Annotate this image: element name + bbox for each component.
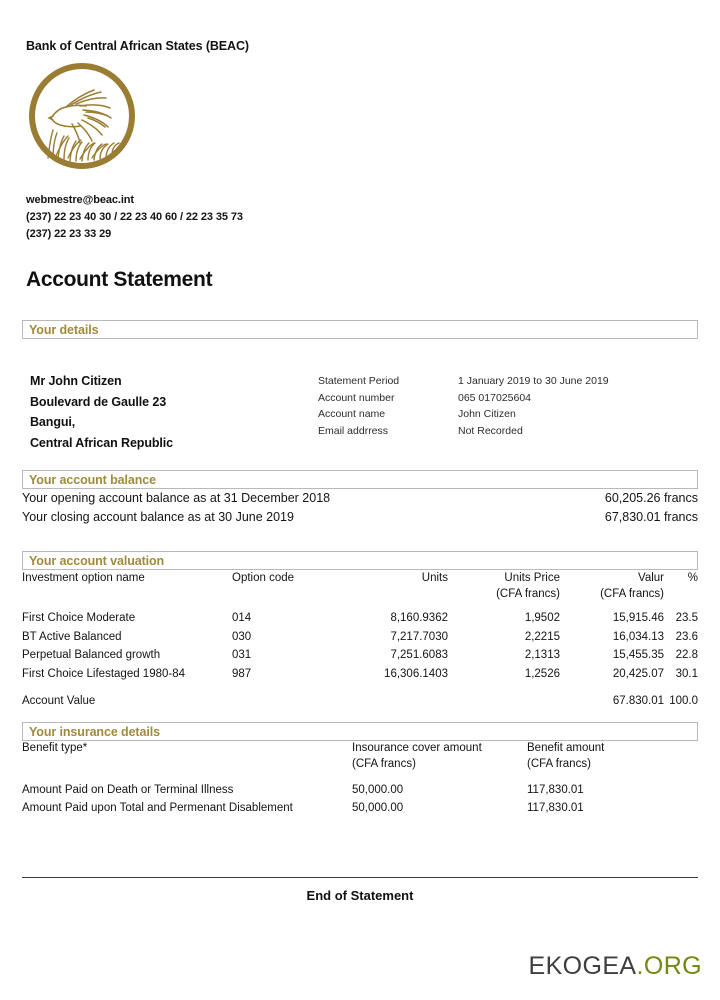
cell-units: 8,160.9362 bbox=[390, 612, 448, 624]
section-title-account-valuation: Your account valuation bbox=[29, 554, 165, 568]
customer-address bbox=[30, 371, 173, 453]
meta-label: Email addrress bbox=[318, 424, 389, 437]
balance-label: Your opening account balance as at 31 December 2018 bbox=[22, 491, 331, 505]
cell-units: 7,217.7030 bbox=[390, 630, 448, 643]
balance-row bbox=[22, 489, 698, 508]
balance-row bbox=[22, 508, 698, 527]
column-header-units: Units bbox=[421, 572, 448, 584]
table-row bbox=[22, 799, 698, 817]
watermark-secondary: .ORG bbox=[636, 952, 702, 980]
column-header-benefit-amount bbox=[527, 741, 698, 774]
column-header-percent: % bbox=[687, 572, 698, 584]
table-total-row bbox=[22, 682, 698, 710]
column-header-benefit-main: Benefit amount bbox=[527, 742, 605, 754]
cell-name: First Choice Lifestaged 1980-84 bbox=[22, 667, 186, 680]
cell-value: 15,915.46 bbox=[612, 612, 664, 624]
table-header-row bbox=[22, 571, 698, 604]
section-header-account-valuation bbox=[22, 551, 698, 570]
cell-price: 1,9502 bbox=[524, 612, 560, 624]
cell-percent: 23.6 bbox=[675, 630, 698, 643]
account-valuation-table bbox=[22, 571, 698, 710]
table-row bbox=[22, 774, 698, 799]
address-line: Mr John Citizen bbox=[30, 374, 122, 388]
cell-benefit-type: Amount Paid on Death or Terminal Illness bbox=[22, 784, 234, 796]
meta-value: John Citizen bbox=[458, 408, 516, 420]
column-header-price bbox=[448, 571, 560, 604]
cell-code: 031 bbox=[232, 649, 252, 661]
column-header-code: Option code bbox=[232, 572, 295, 584]
column-header-cover-main: Insourance cover amount bbox=[352, 742, 482, 754]
contact-block bbox=[26, 192, 243, 243]
cell-price: 2,2215 bbox=[524, 630, 560, 643]
section-title-account-balance: Your account balance bbox=[29, 473, 156, 487]
section-header-your-details bbox=[22, 320, 698, 339]
column-header-benefit-type: Benefit type* bbox=[22, 742, 88, 754]
address-line: Bangui, bbox=[30, 415, 76, 429]
meta-value: 1 January 2019 to 30 June 2019 bbox=[458, 375, 609, 387]
column-header-benefit-sub: (CFA francs) bbox=[527, 757, 591, 770]
cell-benefit-type: Amount Paid upon Total and Permenant Disablement bbox=[22, 801, 293, 814]
cell-units: 7,251.6083 bbox=[390, 649, 448, 661]
meta-label: Statement Period bbox=[318, 375, 400, 387]
page-title: Account Statement bbox=[26, 268, 213, 291]
cell-percent: 23.5 bbox=[675, 612, 698, 624]
cell-total-percent: 100.0 bbox=[669, 695, 698, 707]
account-balance-list bbox=[22, 489, 698, 527]
cell-cover-amount: 50,000.00 bbox=[352, 801, 404, 814]
beac-antelope-logo-icon bbox=[26, 60, 138, 172]
meta-value: Not Recorded bbox=[458, 424, 523, 437]
balance-amount: 67,830.01 francs bbox=[604, 510, 698, 524]
meta-label: Account name bbox=[318, 408, 386, 420]
meta-row bbox=[318, 373, 609, 390]
column-header-value-main: Valur bbox=[638, 572, 664, 584]
end-of-statement-label: End of Statement bbox=[306, 888, 414, 903]
cell-percent: 30.1 bbox=[675, 667, 698, 680]
table-row bbox=[22, 604, 698, 627]
cell-benefit-amount: 117,830.01 bbox=[527, 801, 584, 814]
cell-value: 16,034.13 bbox=[612, 630, 664, 643]
balance-amount: 60,205.26 francs bbox=[604, 491, 698, 505]
insurance-details-table bbox=[22, 741, 698, 816]
meta-row bbox=[318, 423, 609, 440]
footer-divider bbox=[22, 877, 698, 878]
section-title-insurance-details: Your insurance details bbox=[29, 725, 160, 739]
column-header-price-main: Units Price bbox=[504, 572, 560, 584]
cell-code: 014 bbox=[232, 612, 252, 624]
column-header-value-sub: (CFA francs) bbox=[600, 587, 664, 600]
address-line: Central African Republic bbox=[30, 435, 173, 450]
meta-row bbox=[318, 390, 609, 407]
table-header-row bbox=[22, 741, 698, 774]
cell-name: Perpetual Balanced growth bbox=[22, 649, 161, 661]
cell-benefit-amount: 117,830.01 bbox=[527, 784, 584, 796]
contact-phone-2: (237) 22 23 33 29 bbox=[26, 228, 112, 240]
table-row bbox=[22, 627, 698, 646]
cell-code: 030 bbox=[232, 630, 252, 643]
cell-total-code bbox=[232, 682, 328, 710]
section-header-account-balance bbox=[22, 470, 698, 489]
table-row bbox=[22, 664, 698, 683]
cell-total-units bbox=[328, 682, 448, 710]
cell-price: 1,2526 bbox=[524, 667, 560, 680]
bank-name: Bank of Central African States (BEAC) bbox=[26, 39, 249, 53]
cell-value: 15,455.35 bbox=[612, 649, 664, 661]
cell-code: 987 bbox=[232, 667, 252, 680]
column-header-cover-sub: (CFA francs) bbox=[352, 757, 416, 770]
cell-total-price bbox=[448, 682, 560, 710]
table-row bbox=[22, 645, 698, 664]
cell-total-value: 67.830.01 bbox=[612, 695, 664, 707]
cell-value: 20,425.07 bbox=[612, 667, 664, 680]
cell-percent: 22.8 bbox=[675, 649, 698, 661]
section-header-insurance-details bbox=[22, 722, 698, 741]
contact-phone-1: (237) 22 23 40 30 / 22 23 40 60 / 22 23 35 73 bbox=[26, 211, 243, 223]
cell-name: BT Active Balanced bbox=[22, 630, 122, 643]
cell-price: 2,1313 bbox=[524, 649, 560, 661]
address-line: Boulevard de Gaulle 23 bbox=[30, 394, 167, 409]
ekogea-watermark bbox=[529, 952, 703, 981]
meta-value: 065 017025604 bbox=[458, 391, 531, 404]
column-header-price-sub: (CFA francs) bbox=[496, 587, 560, 600]
watermark-primary: EKOGEA bbox=[528, 952, 637, 980]
meta-row bbox=[318, 406, 609, 423]
column-header-name: Investment option name bbox=[22, 572, 145, 584]
statement-meta bbox=[318, 373, 609, 439]
cell-units: 16,306.1403 bbox=[384, 667, 448, 680]
meta-label: Account number bbox=[318, 391, 395, 404]
cell-total-label: Account Value bbox=[22, 695, 96, 707]
cell-cover-amount: 50,000.00 bbox=[352, 784, 404, 796]
column-header-value bbox=[560, 571, 664, 604]
cell-name: First Choice Moderate bbox=[22, 612, 136, 624]
section-title-your-details: Your details bbox=[29, 323, 99, 337]
balance-label: Your closing account balance as at 30 June 2019 bbox=[22, 510, 294, 524]
contact-email: webmestre@beac.int bbox=[26, 194, 134, 206]
column-header-cover-amount bbox=[352, 741, 527, 774]
